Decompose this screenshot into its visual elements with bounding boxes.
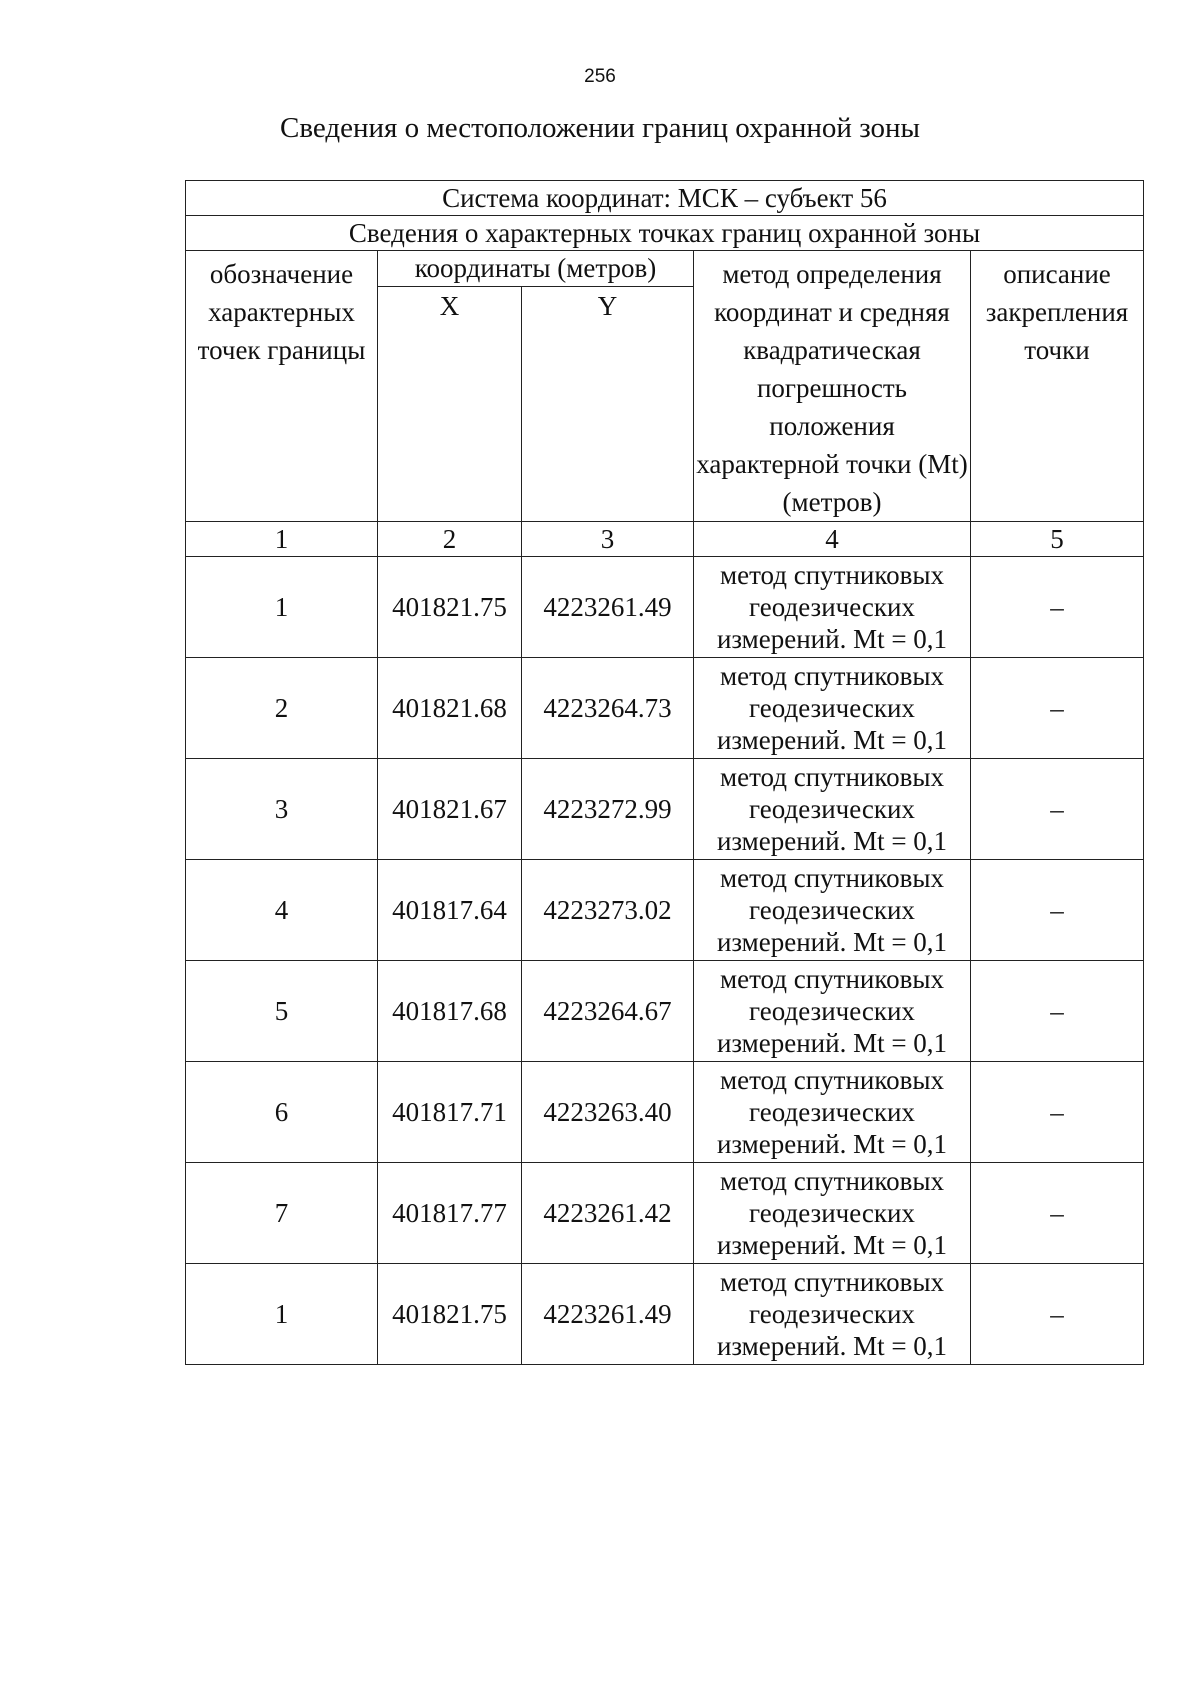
point-cell: 2 [186, 658, 378, 759]
description-cell: – [971, 759, 1144, 860]
header-description: описание закрепления точки [971, 251, 1144, 522]
table-row [186, 961, 1144, 1062]
page-number: 256 [584, 66, 616, 87]
column-number: 1 [186, 522, 378, 557]
header-method: метод определения координат и средняя квадратическая погрешность положения характерной точки (Mt) (метров) [694, 251, 971, 522]
y-coordinate-cell: 4223263.40 [522, 1062, 694, 1163]
description-cell: – [971, 658, 1144, 759]
table-row [186, 557, 1144, 658]
column-number: 4 [694, 522, 971, 557]
x-coordinate-cell: 401817.64 [378, 860, 522, 961]
method-cell: метод спутниковых геодезических измерений. Mt = 0,1 [694, 961, 971, 1062]
method-cell: метод спутниковых геодезических измерений. Mt = 0,1 [694, 1163, 971, 1264]
x-coordinate-cell: 401821.75 [378, 1264, 522, 1365]
table-row [186, 1264, 1144, 1365]
description-cell: – [971, 1264, 1144, 1365]
header-row [186, 251, 1144, 287]
y-coordinate-cell: 4223261.49 [522, 557, 694, 658]
point-cell: 3 [186, 759, 378, 860]
x-coordinate-cell: 401821.75 [378, 557, 522, 658]
y-coordinate-cell: 4223261.49 [522, 1264, 694, 1365]
header-x: X [378, 286, 522, 521]
x-coordinate-cell: 401817.68 [378, 961, 522, 1062]
method-cell: метод спутниковых геодезических измерений. Mt = 0,1 [694, 759, 971, 860]
column-number: 2 [378, 522, 522, 557]
table-row [186, 658, 1144, 759]
description-cell: – [971, 860, 1144, 961]
y-coordinate-cell: 4223264.67 [522, 961, 694, 1062]
point-cell: 7 [186, 1163, 378, 1264]
description-cell: – [971, 557, 1144, 658]
coordinate-system-caption: Система координат: МСК – субъект 56 [186, 181, 1144, 216]
boundary-points-table [185, 180, 1144, 1365]
column-number: 5 [971, 522, 1144, 557]
method-cell: метод спутниковых геодезических измерений. Mt = 0,1 [694, 860, 971, 961]
table-row [186, 860, 1144, 961]
header-y: Y [522, 286, 694, 521]
points-caption: Сведения о характерных точках границ охранной зоны [186, 216, 1144, 251]
y-coordinate-cell: 4223272.99 [522, 759, 694, 860]
point-cell: 6 [186, 1062, 378, 1163]
point-cell: 1 [186, 1264, 378, 1365]
x-coordinate-cell: 401817.71 [378, 1062, 522, 1163]
method-cell: метод спутниковых геодезических измерений. Mt = 0,1 [694, 557, 971, 658]
column-number: 3 [522, 522, 694, 557]
description-cell: – [971, 961, 1144, 1062]
document-title: Сведения о местоположении границ охранной зоны [279, 112, 920, 144]
table-row [186, 1062, 1144, 1163]
method-cell: метод спутниковых геодезических измерений. Mt = 0,1 [694, 658, 971, 759]
description-cell: – [971, 1163, 1144, 1264]
y-coordinate-cell: 4223264.73 [522, 658, 694, 759]
coordinate-system-row [186, 181, 1144, 216]
column-numbers-row [186, 522, 1144, 557]
header-designation: обозначение характерных точек границы [186, 251, 378, 522]
point-cell: 5 [186, 961, 378, 1062]
method-cell: метод спутниковых геодезических измерений. Mt = 0,1 [694, 1264, 971, 1365]
point-cell: 4 [186, 860, 378, 961]
x-coordinate-cell: 401821.68 [378, 658, 522, 759]
points-caption-row [186, 216, 1144, 251]
method-cell: метод спутниковых геодезических измерений. Mt = 0,1 [694, 1062, 971, 1163]
table-row [186, 759, 1144, 860]
x-coordinate-cell: 401817.77 [378, 1163, 522, 1264]
table-row [186, 1163, 1144, 1264]
y-coordinate-cell: 4223273.02 [522, 860, 694, 961]
description-cell: – [971, 1062, 1144, 1163]
x-coordinate-cell: 401821.67 [378, 759, 522, 860]
y-coordinate-cell: 4223261.42 [522, 1163, 694, 1264]
point-cell: 1 [186, 557, 378, 658]
header-coordinates: координаты (метров) [378, 251, 694, 287]
